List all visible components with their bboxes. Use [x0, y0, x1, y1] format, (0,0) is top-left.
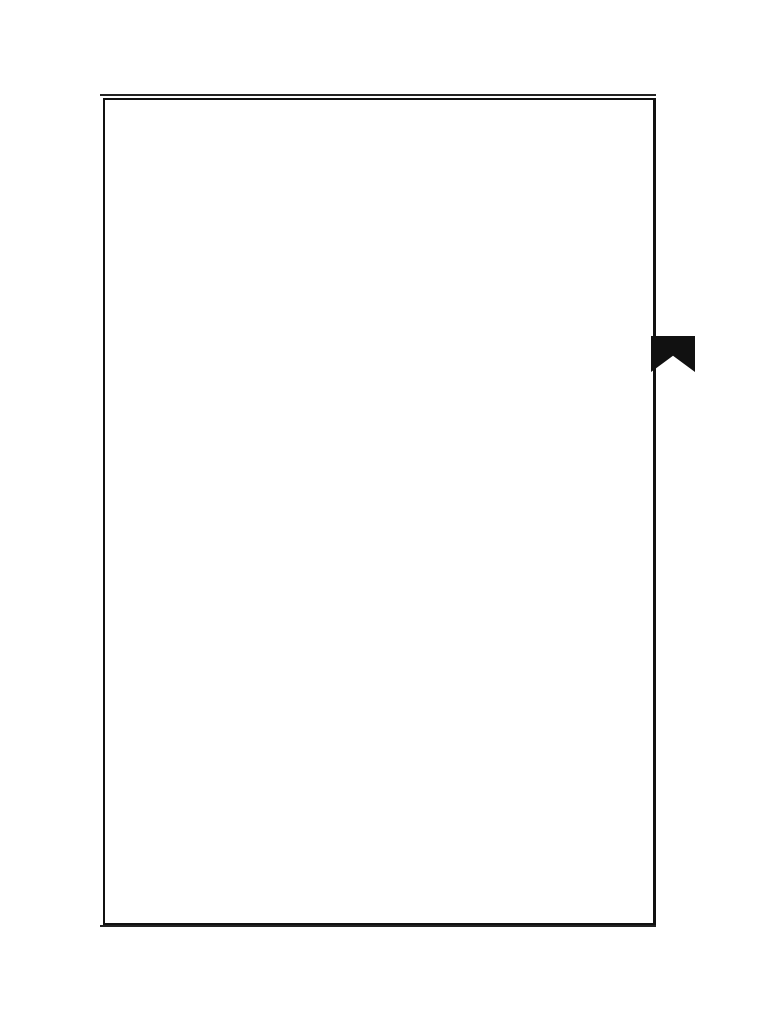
bottom-rule	[100, 925, 656, 927]
book-margin	[655, 90, 715, 430]
text-frame	[103, 98, 656, 925]
top-rule	[100, 94, 656, 96]
